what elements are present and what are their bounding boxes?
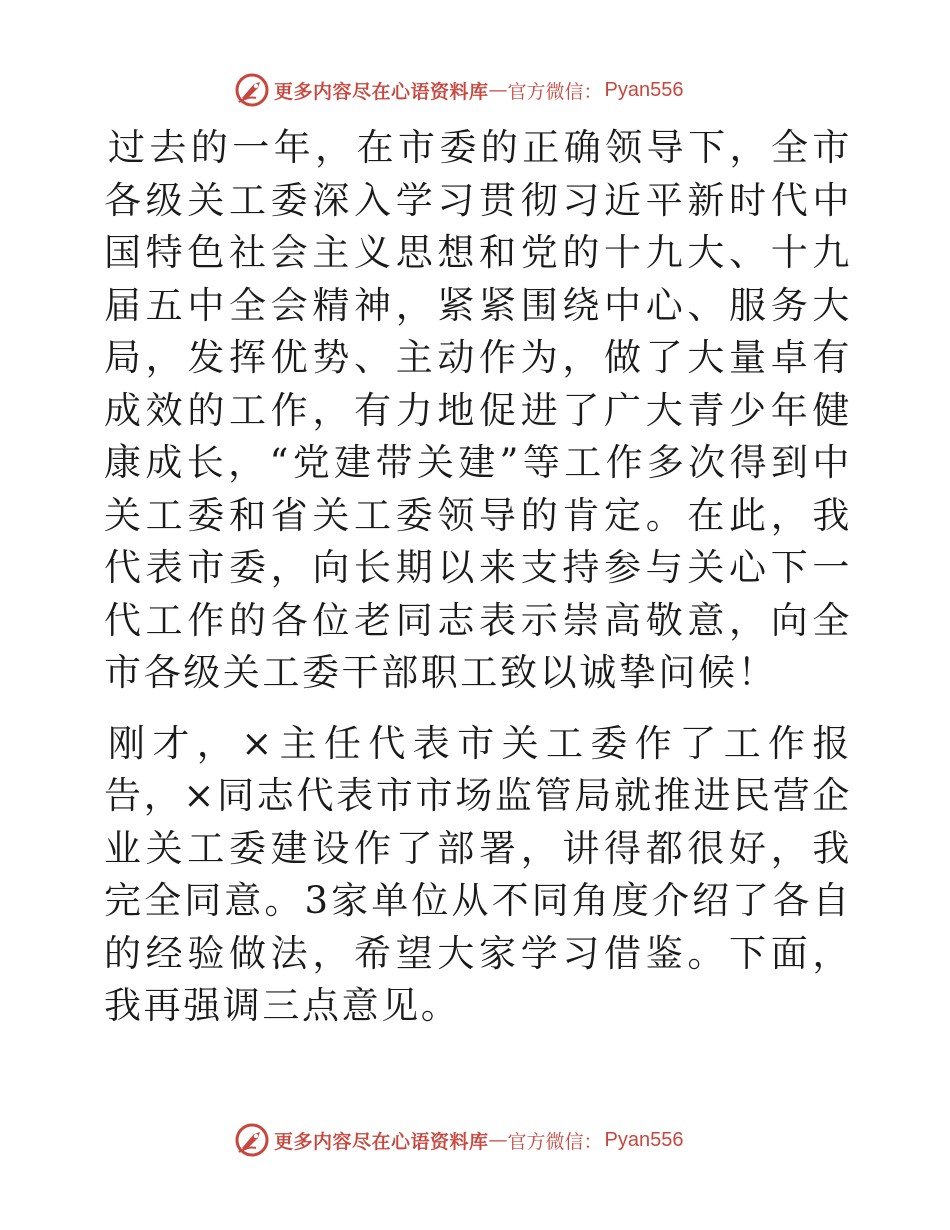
banner-wechat-label: 官方微信： (507, 1130, 603, 1153)
banner-main-text: 更多内容尽在心语资料库 (274, 80, 489, 103)
banner-dash: — (488, 79, 508, 101)
pen-nib-logo-icon (234, 1122, 270, 1158)
banner-main-text: 更多内容尽在心语资料库 (274, 1130, 489, 1153)
pen-nib-logo-icon (234, 72, 270, 108)
paragraph-1: 过去的一年，在市委的正确领导下，全市各级关工委深入学习贯彻习近平新时代中国特色社会主义思想和党的十九大、十九届五中全会精神，紧紧围绕中心、服务大局，发挥优势、主动作为，做了大量卓有成效的工作，有力地促进了广大青少年健康成长，“党建带关建”等工作多次得到中关工委和省关工委领导的肯定。在此，我代表市委，向长期以来支持参与关心下一代工作的各位老同志表示崇高敬意，向全市各级关工委干部职工致以诚挚问候！ (104, 126, 852, 694)
paragraph-2: 刚才，×主任代表市关工委作了工作报告，×同志代表市市场监管局就推进民营企业关工委建设作了部署，讲得都很好，我完全同意。3家单位从不同角度介绍了各自的经验做法，希望大家学习借鉴。下面，我再强调三点意见。 (104, 721, 852, 1027)
document-body (104, 122, 852, 1033)
banner-wechat-id: Pyan556 (604, 78, 684, 101)
banner-wechat-label: 官方微信： (507, 80, 603, 103)
footer-watermark-banner (234, 1120, 684, 1160)
banner-wechat-id: Pyan556 (604, 1128, 684, 1151)
header-watermark-banner (234, 70, 684, 110)
banner-dash: — (488, 1129, 508, 1151)
